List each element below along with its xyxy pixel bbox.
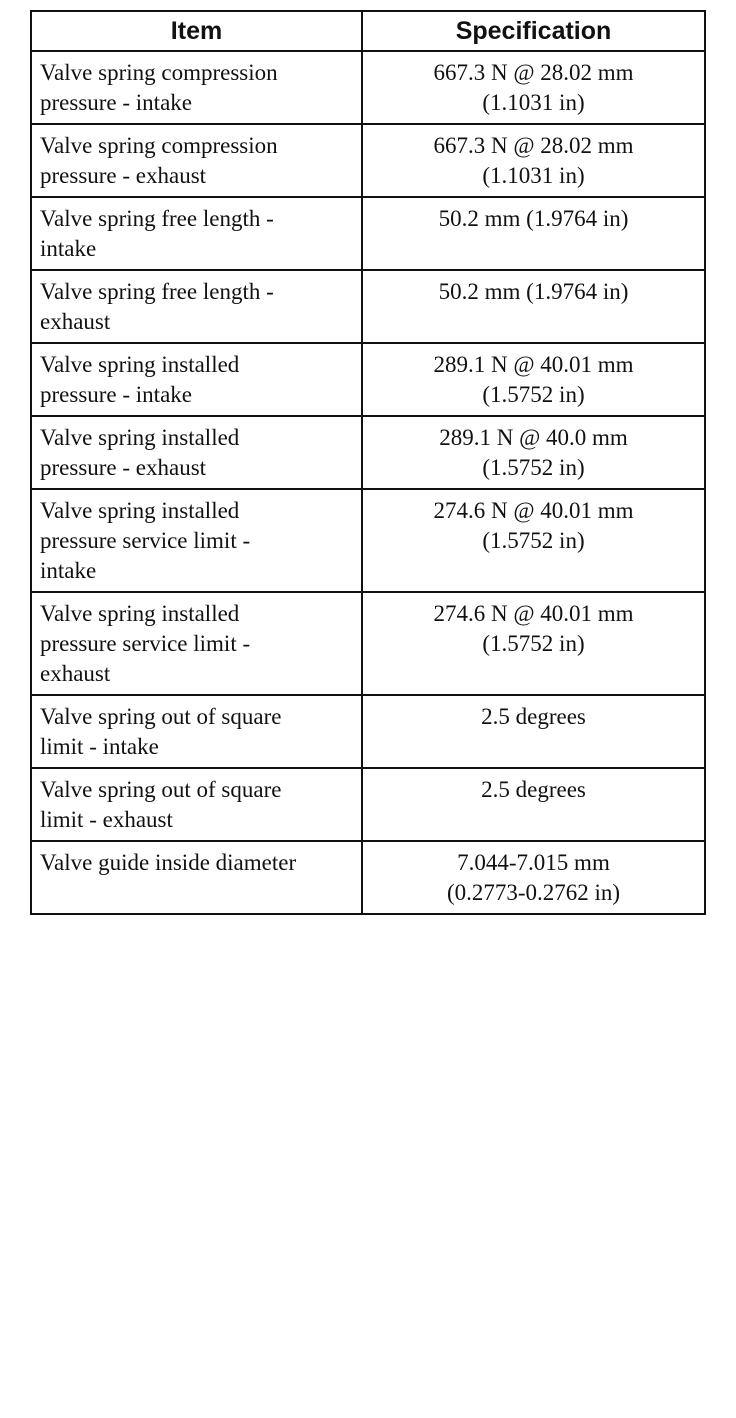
spec-line: 2.5 degrees (481, 777, 586, 802)
item-line: Valve spring compression (40, 133, 278, 158)
item-line: Valve spring free length - (40, 279, 274, 304)
table-row (31, 416, 705, 489)
table-row (31, 270, 705, 343)
item-cell (31, 592, 362, 695)
item-line: Valve spring installed (40, 601, 240, 626)
item-line: exhaust (40, 661, 111, 686)
item-line: Valve spring installed (40, 425, 240, 450)
item-line: pressure - intake (40, 382, 192, 407)
item-line: pressure - exhaust (40, 163, 207, 188)
spec-cell (362, 416, 705, 489)
spec-cell (362, 695, 705, 768)
item-cell (31, 197, 362, 270)
item-line: intake (40, 236, 97, 261)
spec-line: (1.1031 in) (482, 163, 585, 188)
spec-line: (0.2773-0.2762 in) (446, 880, 621, 905)
item-line: Valve spring installed (40, 352, 240, 377)
item-line: Valve spring free length - (40, 206, 274, 231)
spec-line: 50.2 mm (1.9764 in) (438, 279, 629, 304)
table-row (31, 489, 705, 592)
column-header-specification: Specification (362, 11, 705, 51)
item-line: exhaust (40, 309, 111, 334)
spec-cell (362, 124, 705, 197)
table-row (31, 343, 705, 416)
spec-line: 2.5 degrees (481, 704, 586, 729)
spec-cell (362, 197, 705, 270)
spec-cell (362, 343, 705, 416)
valve-spec-table (30, 10, 706, 915)
table-row (31, 768, 705, 841)
spec-line: 274.6 N @ 40.01 mm (433, 498, 634, 523)
spec-cell (362, 841, 705, 914)
item-line: Valve spring out of square (40, 704, 282, 729)
item-line: pressure - intake (40, 90, 192, 115)
item-line: pressure service limit - (40, 528, 251, 553)
spec-line: 50.2 mm (1.9764 in) (438, 206, 629, 231)
item-cell (31, 841, 362, 914)
item-line: limit - intake (40, 734, 159, 759)
spec-cell (362, 270, 705, 343)
item-line: Valve spring out of square (40, 777, 282, 802)
spec-cell (362, 489, 705, 592)
item-cell (31, 51, 362, 124)
item-cell (31, 270, 362, 343)
spec-line: (1.5752 in) (482, 528, 585, 553)
spec-line: (1.5752 in) (482, 631, 585, 656)
item-line: pressure - exhaust (40, 455, 207, 480)
item-cell (31, 695, 362, 768)
table-row (31, 124, 705, 197)
column-header-item: Item (31, 11, 362, 51)
spec-line: (1.5752 in) (482, 382, 585, 407)
table-header-row (31, 11, 705, 51)
spec-line: (1.1031 in) (482, 90, 585, 115)
table-row (31, 197, 705, 270)
item-line: pressure service limit - (40, 631, 251, 656)
spec-line: 289.1 N @ 40.01 mm (433, 352, 634, 377)
item-line: Valve spring compression (40, 60, 278, 85)
spec-cell (362, 51, 705, 124)
table-row (31, 695, 705, 768)
spec-cell (362, 768, 705, 841)
spec-line: 274.6 N @ 40.01 mm (433, 601, 634, 626)
spec-line: 289.1 N @ 40.0 mm (439, 425, 628, 450)
item-line: intake (40, 558, 97, 583)
item-line: Valve guide inside diameter (40, 850, 297, 875)
table-row (31, 51, 705, 124)
item-line: limit - exhaust (40, 807, 173, 832)
item-cell (31, 416, 362, 489)
item-line: Valve spring installed (40, 498, 240, 523)
table-row (31, 592, 705, 695)
table-row (31, 841, 705, 914)
spec-cell (362, 592, 705, 695)
item-cell (31, 768, 362, 841)
item-cell (31, 343, 362, 416)
spec-line: (1.5752 in) (482, 455, 585, 480)
item-cell (31, 489, 362, 592)
spec-line: 667.3 N @ 28.02 mm (433, 133, 634, 158)
item-cell (31, 124, 362, 197)
spec-line: 667.3 N @ 28.02 mm (433, 60, 634, 85)
spec-line: 7.044-7.015 mm (457, 850, 610, 875)
